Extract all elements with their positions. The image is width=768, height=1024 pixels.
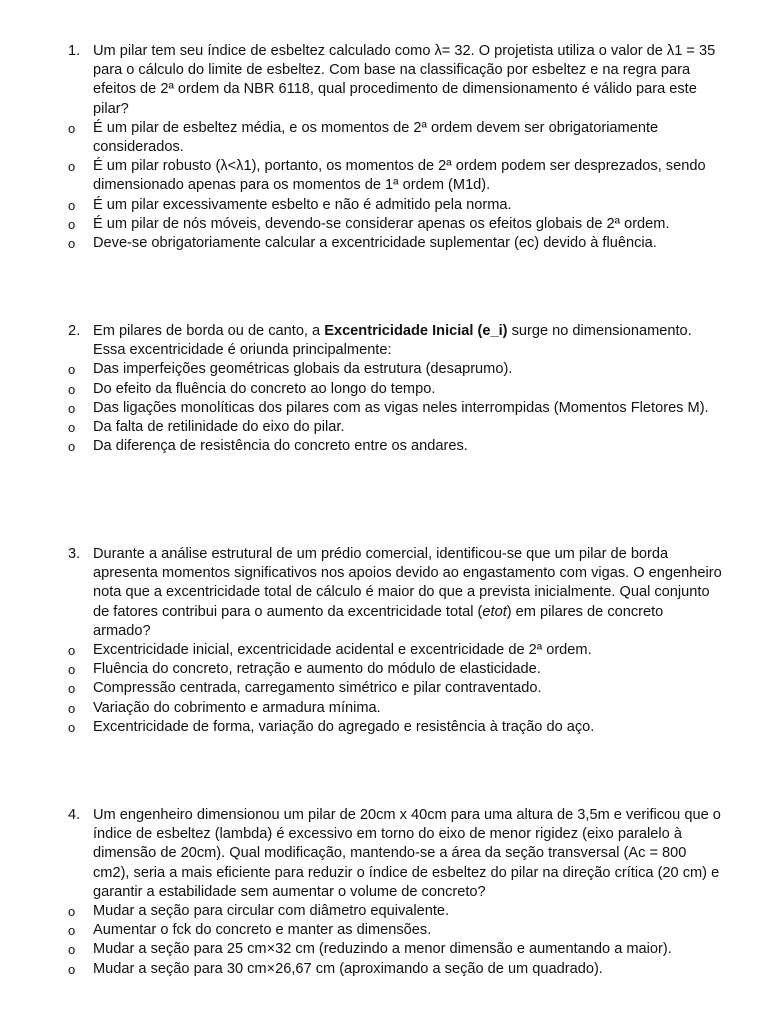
- option-list: [0, 902, 768, 979]
- bullet-icon: o: [68, 439, 76, 455]
- option-item[interactable]: o Excentricidade de forma, variação do agregado e resistência à tração do aço.: [0, 718, 723, 737]
- question-number: 2.: [68, 323, 81, 339]
- option-item[interactable]: o É um pilar de nós móveis, devendo-se considerar apenas os efeitos globais de 2ª ordem.: [0, 215, 723, 234]
- bullet-icon: o: [68, 904, 76, 920]
- option-item[interactable]: o Compressão centrada, carregamento simétrico e pilar contraventado.: [0, 679, 723, 698]
- option-item[interactable]: o Mudar a seção para 25 cm×32 cm (reduzindo a menor dimensão e aumentando a maior).: [0, 940, 723, 959]
- question-2: [0, 322, 768, 456]
- question-number: 3.: [68, 546, 81, 562]
- option-item[interactable]: o É um pilar de esbeltez média, e os momentos de 2ª ordem devem ser obrigatoriamente considerados.: [68, 119, 659, 156]
- question-number: 4.: [68, 807, 81, 823]
- bullet-icon: o: [68, 643, 76, 659]
- option-item[interactable]: o É um pilar robusto (λ<λ1), portanto, os momentos de 2ª ordem podem ser desprezados, sendo dimensionado apenas para os momentos de 1ª ordem (M1d).: [68, 158, 706, 194]
- question-number: 1.: [68, 43, 81, 59]
- bullet-icon: o: [68, 420, 76, 436]
- question-4: [0, 806, 768, 979]
- option-list: [0, 641, 768, 737]
- bullet-icon: o: [68, 236, 76, 252]
- bullet-icon: o: [68, 719, 76, 735]
- option-item[interactable]: o Variação do cobrimento e armadura mínima.: [0, 699, 723, 718]
- question-stem: Em pilares de borda ou de canto, a Excentricidade Inicial (e_i) surge no dimensionamento. Essa excentricidade é oriunda principalmente:: [93, 323, 692, 359]
- option-item[interactable]: o Das imperfeições geométricas globais da estrutura (desaprumo).: [0, 360, 723, 379]
- bullet-icon: o: [68, 400, 76, 416]
- option-item[interactable]: o Fluência do concreto, retração e aumento do módulo de elasticidade.: [0, 660, 723, 679]
- question-stem: Durante a análise estrutural de um prédio comercial, identificou-se que um pilar de borda apresenta momentos significativos nos apoios devido ao engastamento com vigas. O engenheiro nota que a excentricidade total de cálculo é maior do que a prevista inicialmente. Qual conjunto de fatores contribui para o aumento da excentricidade total (etot) em pilares de concreto armado?: [93, 546, 722, 639]
- option-item[interactable]: o Das ligações monolíticas dos pilares com as vigas neles interrompidas (Momentos Fletores M).: [0, 399, 723, 418]
- option-item[interactable]: o Da diferença de resistência do concreto entre os andares.: [0, 437, 723, 456]
- option-item[interactable]: o Excentricidade inicial, excentricidade acidental e excentricidade de 2ª ordem.: [0, 641, 723, 660]
- bullet-icon: o: [68, 362, 76, 378]
- question-3: [0, 545, 768, 737]
- option-item[interactable]: o Aumentar o fck do concreto e manter as dimensões.: [0, 921, 723, 940]
- bullet-icon: o: [68, 216, 76, 232]
- bullet-icon: o: [68, 942, 76, 958]
- bullet-icon: o: [68, 197, 76, 213]
- bold-term: Excentricidade Inicial (e_i): [324, 323, 508, 339]
- bullet-icon: o: [68, 923, 76, 939]
- option-item[interactable]: o Mudar a seção para 30 cm×26,67 cm (aproximando a seção de um quadrado).: [0, 960, 723, 979]
- option-item[interactable]: o Do efeito da fluência do concreto ao longo do tempo.: [0, 380, 723, 399]
- bullet-icon: o: [68, 381, 76, 397]
- bullet-icon: o: [68, 681, 76, 697]
- question-stem: Um pilar tem seu índice de esbeltez calculado como λ= 32. O projetista utiliza o valor de λ1 = 35 para o cálculo do limite de esbeltez. Com base na classificação por esbeltez e na regra para efeitos de 2ª ordem da NBR 6118, qual procedimento de dimensionamento é válido para este pilar?: [93, 43, 716, 117]
- bullet-icon: o: [68, 700, 76, 716]
- italic-term: etot: [482, 603, 507, 620]
- option-item[interactable]: o É um pilar excessivamente esbelto e não é admitido pela norma.: [0, 196, 723, 215]
- bullet-icon: o: [68, 159, 76, 175]
- option-list: [0, 119, 768, 253]
- bullet-icon: o: [68, 961, 76, 977]
- option-list: [0, 360, 768, 456]
- question-1: [0, 42, 768, 253]
- bullet-icon: o: [68, 662, 76, 678]
- option-item[interactable]: o Mudar a seção para circular com diâmetro equivalente.: [0, 902, 723, 921]
- question-stem: Um engenheiro dimensionou um pilar de 20cm x 40cm para uma altura de 3,5m e verificou que o índice de esbeltez (lambda) é excessivo em torno do eixo de menor rigidez (eixo paralelo à dimensão de 20cm). Qual modificação, mantendo-se a área da seção transversal (Ac = 800 cm2), seria a mais eficiente para reduzir o índice de esbeltez do pilar na direção crítica (20 cm) e garantir a estabilidade sem aumentar o volume de concreto?: [93, 807, 721, 900]
- option-item[interactable]: o Deve-se obrigatoriamente calcular a excentricidade suplementar (ec) devido à fluência.: [0, 234, 723, 253]
- option-item[interactable]: o Da falta de retilinidade do eixo do pilar.: [0, 418, 723, 437]
- bullet-icon: o: [68, 120, 76, 136]
